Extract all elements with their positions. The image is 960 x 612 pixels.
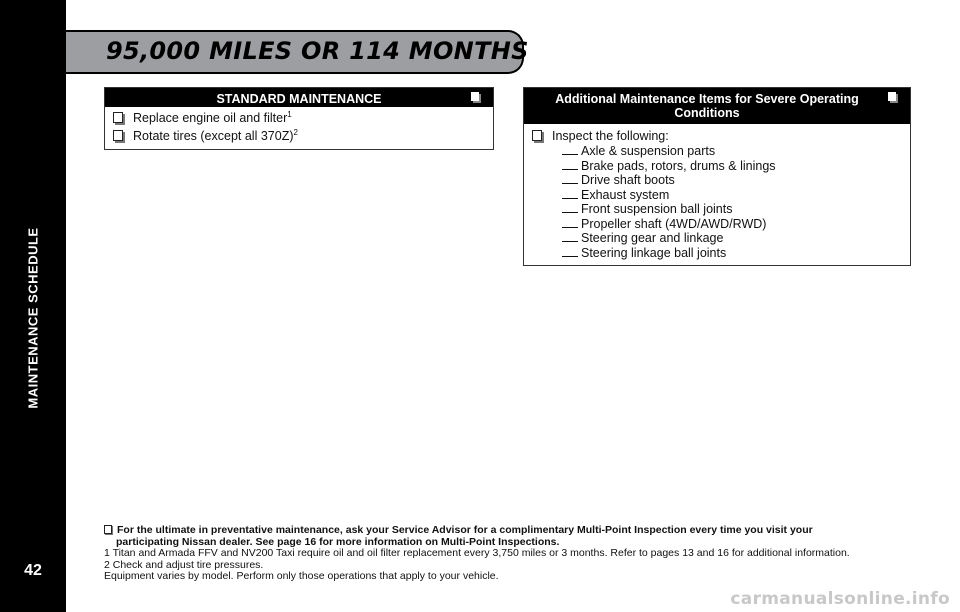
sub-item: Brake pads, rotors, drums & linings [532, 159, 910, 174]
standard-maintenance-box [104, 87, 494, 150]
footnote-ref: 1 [287, 109, 292, 119]
sub-item: Drive shaft boots [532, 173, 910, 188]
watermark: carmanualsonline.info [730, 589, 950, 609]
checklist-item [113, 129, 493, 144]
sidebar [0, 0, 66, 612]
blank-line-icon[interactable] [562, 198, 578, 199]
checkbox-icon[interactable] [104, 525, 112, 534]
footnote-ref: 2 [293, 127, 298, 137]
item-text: Replace engine oil and filter [133, 111, 288, 125]
page-number: 42 [24, 562, 42, 579]
section-title: MAINTENANCE SCHEDULE [25, 227, 41, 409]
checklist-item [113, 111, 493, 126]
item-text: Inspect the following: [552, 129, 669, 143]
checkbox-icon[interactable] [532, 130, 542, 141]
disclaimer: Equipment varies by model. Perform only those operations that apply to your vehicle. [104, 570, 499, 582]
blank-line-icon[interactable] [562, 241, 578, 242]
standard-maintenance-title: STANDARD MAINTENANCE [216, 92, 382, 106]
severe-maintenance-header [524, 88, 910, 124]
section-checkbox-icon[interactable] [471, 92, 479, 101]
footer-notes [104, 525, 924, 583]
checkbox-icon[interactable] [113, 130, 123, 141]
sub-item: Axle & suspension parts [532, 144, 910, 159]
sub-item: Exhaust system [532, 188, 910, 203]
blank-line-icon[interactable] [562, 183, 578, 184]
sub-item: Steering linkage ball joints [532, 246, 910, 261]
blank-line-icon[interactable] [562, 154, 578, 155]
sub-item: Steering gear and linkage [532, 231, 910, 246]
sub-item: Propeller shaft (4WD/AWD/RWD) [532, 217, 910, 232]
inspection-tip: For the ultimate in preventative maintenance, ask your Service Advisor for a complimentary Multi-Point Inspection every time you visit your [104, 525, 924, 537]
section-checkbox-icon[interactable] [888, 92, 896, 101]
footnote-2: 2 Check and adjust tire pressures. [104, 558, 264, 571]
inspection-tip-continued: participating Nissan dealer. See page 16 for more information on Multi-Point Inspections. [116, 535, 560, 548]
blank-line-icon[interactable] [562, 227, 578, 228]
severe-maintenance-title: Additional Maintenance Items for Severe Operating Conditions [555, 92, 859, 120]
interval-banner [66, 30, 529, 74]
checkbox-icon[interactable] [113, 112, 123, 123]
footnote-1: 1 Titan and Armada FFV and NV200 Taxi require oil and oil filter replacement every 3,750 miles or 3 months. Refer to pages 13 and 16 for additional information. [104, 547, 850, 559]
blank-line-icon[interactable] [562, 169, 578, 170]
severe-maintenance-box [523, 87, 911, 266]
blank-line-icon[interactable] [562, 256, 578, 257]
checklist-item [532, 129, 910, 144]
interval-title: 95,000 MILES OR 114 MONTHS [106, 37, 529, 65]
item-text: Rotate tires (except all 370Z) [133, 129, 294, 143]
blank-line-icon[interactable] [562, 212, 578, 213]
standard-maintenance-header [105, 88, 493, 107]
sub-item: Front suspension ball joints [532, 202, 910, 217]
